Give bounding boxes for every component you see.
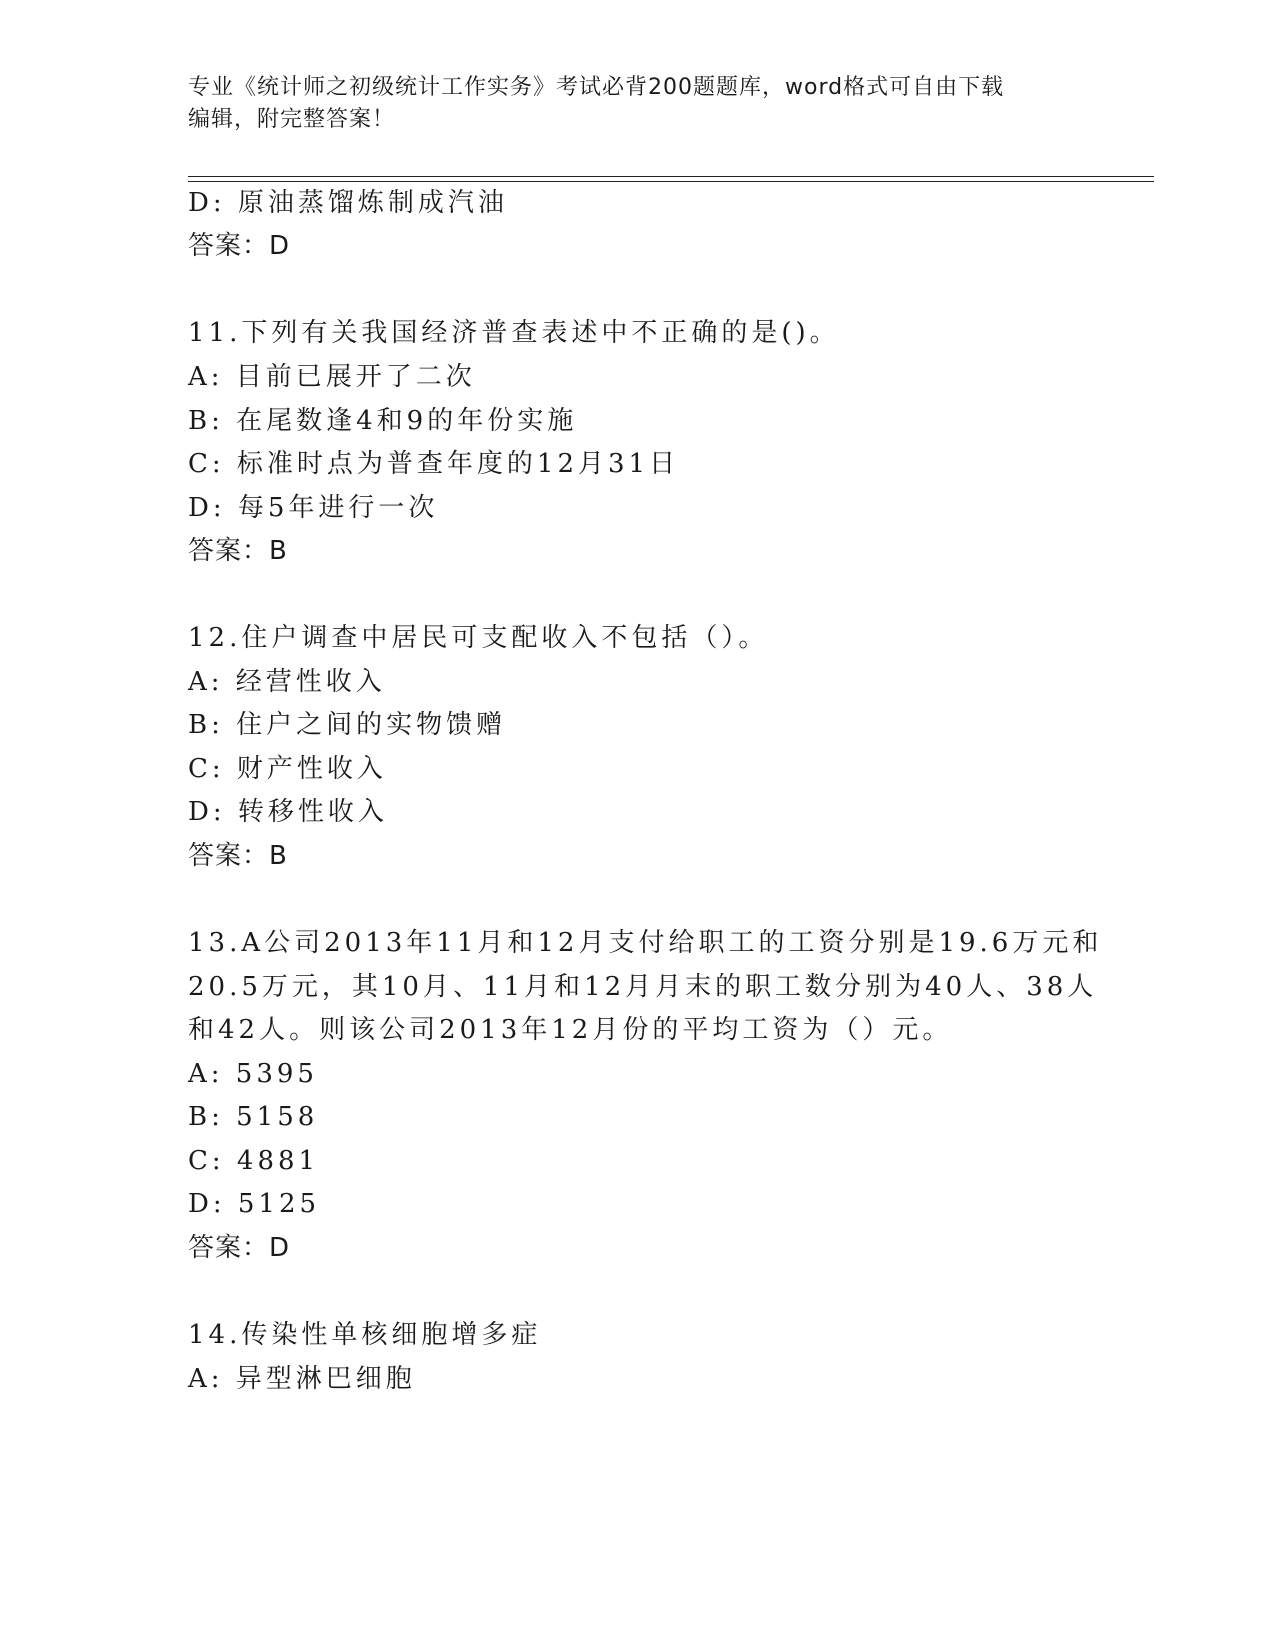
q12-stem: 12.住户调查中居民可支配收入不包括（）。 [188, 623, 769, 653]
document-header [188, 72, 1078, 136]
header-line-1: 专业《统计师之初级统计工作实务》考试必背200题题库，word格式可自由下载 [188, 75, 1005, 100]
q11-option-d: D: 每5年进行一次 [188, 493, 439, 523]
q12-answer: 答案：B [188, 841, 288, 871]
q13-stem-line-1: 13.A公司2013年11月和12月支付给职工的工资分别是19.6万元和 [188, 928, 1103, 958]
header-divider-bottom [188, 181, 1154, 182]
q12-option-b: B: 住户之间的实物馈赠 [188, 710, 507, 740]
q12-option-d: D: 转移性收入 [188, 797, 388, 827]
q11-option-c: C: 标准时点为普查年度的12月31日 [188, 449, 680, 479]
q13-option-b: B: 5158 [188, 1102, 319, 1132]
q14-option-a: A: 异型淋巴细胞 [188, 1364, 416, 1394]
q11-option-b: B: 在尾数逢4和9的年份实施 [188, 406, 578, 436]
q11-answer: 答案：B [188, 536, 288, 566]
q13-answer: 答案：D [188, 1233, 291, 1263]
q13-stem-line-2: 20.5万元，其10月、11月和12月月末的职工数分别为40人、38人 [188, 972, 1098, 1002]
q13-option-a: A: 5395 [188, 1059, 318, 1089]
q14-stem: 14.传染性单核细胞增多症 [188, 1320, 542, 1350]
header-line-2: 编辑，附完整答案！ [188, 107, 396, 132]
q13-option-d: D: 5125 [188, 1189, 321, 1219]
q11-stem: 11.下列有关我国经济普查表述中不正确的是()。 [188, 318, 840, 348]
q12-option-c: C: 财产性收入 [188, 754, 387, 784]
q12-option-a: A: 经营性收入 [188, 667, 386, 697]
q13-stem-line-3: 和42人。则该公司2013年12月份的平均工资为（）元。 [188, 1015, 953, 1045]
q11-option-a: A: 目前已展开了二次 [188, 362, 476, 392]
q13-option-c: C: 4881 [188, 1146, 320, 1176]
prev-option-d: D: 原油蒸馏炼制成汽油 [188, 188, 508, 218]
header-divider-top [188, 176, 1154, 177]
prev-answer: 答案：D [188, 231, 291, 261]
